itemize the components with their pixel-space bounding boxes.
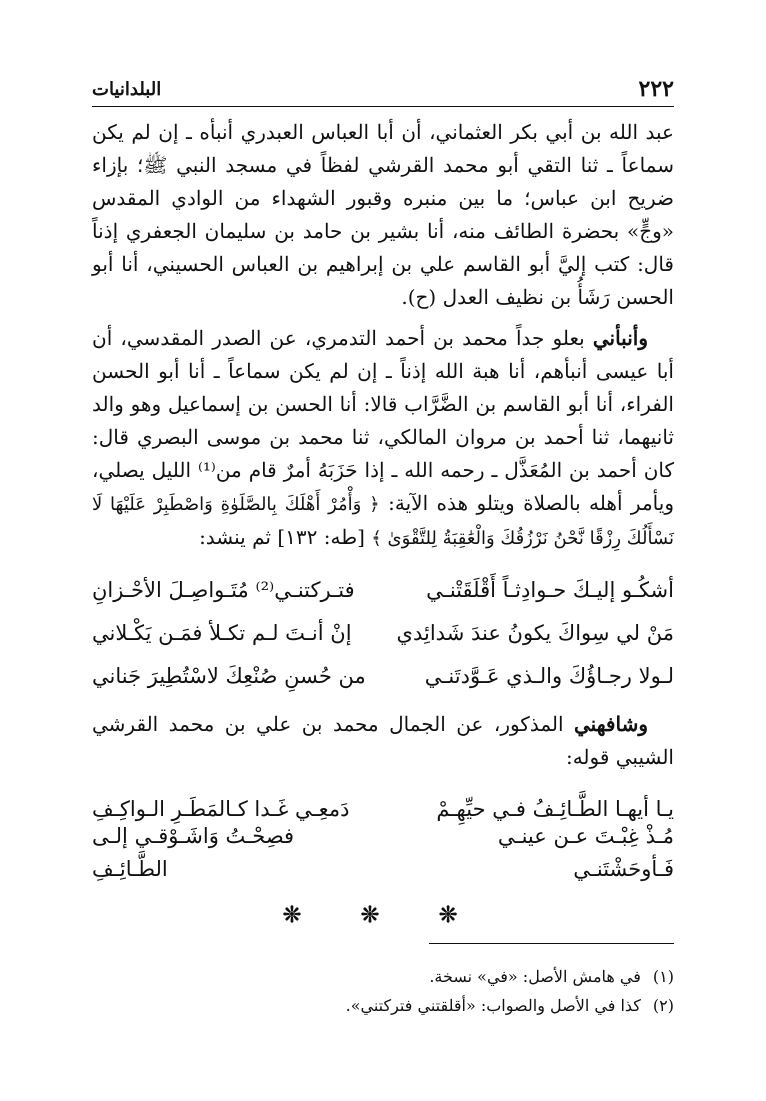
- verse-line: [92, 612, 674, 655]
- verse-first-hemistich: يـا أيهـا الطَّـائِـفُ فـي حيِّهِـمْ: [436, 797, 674, 821]
- footnote: [92, 991, 674, 1020]
- quran-verse: ﴿ وَأْمُرْ أَهْلَكَ بِالصَّلَوٰةِ وَاصْطَبِرْ عَلَيْهَا لَا نَسْأَلُكَ رِزْقًا نَّحْنُ نَرْزُقُكَ وَالْعَٰقِبَةُ لِلتَّقْوَىٰ ﴾: [92, 494, 674, 549]
- section-separator: ❊ ❊ ❊: [282, 902, 484, 928]
- verse-second-hemistich: دَمعِـي غَـدا كـالمَطَـرِ الـواكِـفِ: [92, 797, 350, 821]
- footnote-number: (١): [652, 967, 674, 986]
- footnote-text: كذا في الأصل والصواب: «أقلقتني فتركتني».: [345, 996, 641, 1015]
- poem-1: [92, 569, 674, 698]
- verse-first-hemistich: مُـذْ غِبْـتَ عـن عينـي فَـأوحَشْتَنـي: [497, 823, 674, 881]
- verse-second-hemistich: من حُسنِ صُنْعِكَ لاسْتُطِيرَ جَناني: [92, 664, 366, 688]
- running-title: البلدانيات: [92, 79, 162, 100]
- main-text: [92, 116, 674, 884]
- footnote-divider: [429, 943, 674, 944]
- paragraph-2-text: بعلو جداً محمد بن أحمد التدمري، عن الصدر المقدسي، أن أبا عيسى أنبأهم، أنا هبة الله إذناً ـ إن لم يكن سماعاً ـ أنا أبو الحسن الفراء، أنا أبو القاسم بن الضَّرَّاب قالا: أنا الحسن بن إسماعيل وهو والد ثانيهما، ثنا أحمد بن مروان المالكي، ثنا محمد بن موسى البصري قال: كان أحمد بن المُعَذَّل ـ رحمه الله ـ إذا حَزَبَهُ أمرٌ قام من⁽¹⁾ الليل يصلي، ويأمر أهله بالصلاة ويتلو هذه الآية:: [92, 326, 674, 515]
- page-number: ٢٢٢: [638, 76, 674, 102]
- verse-line: [92, 569, 674, 612]
- footnote-number: (٢): [652, 996, 674, 1015]
- quran-reference: [طه: ١٣٢] ثم ينشد:: [199, 525, 372, 549]
- footnote: [92, 962, 674, 991]
- paragraph-3-text: المذكور، عن الجمال محمد بن علي بن محمد القرشي الشيبي قوله:: [92, 712, 674, 769]
- verse-second-hemistich: فتـركتنـي⁽²⁾ مُتَـواصِـلَ الأحْـزانِ: [92, 578, 355, 602]
- page-header: [92, 70, 674, 107]
- footnotes: [92, 962, 674, 1020]
- paragraph-3: [92, 708, 674, 774]
- paragraph-1-text: عبد الله بن أبي بكر العثماني، أن أبا العباس العبدري أنبأه ـ إن لم يكن سماعاً ـ ثنا التقي أبو محمد القرشي لفظاً في مسجد النبي ﷺ؛ بإزاء ضريح ابن عباس؛ ما بين منبره وقبور الشهداء من الوادي المقدس «وجٍّ» بحضرة الطائف منه، أنا بشير بن حامد بن سليمان الجعفري إذناً قال: كتب إليَّ أبو القاسم علي بن إبراهيم بن العباس الحسيني، أنا أبو الحسن رَشَأُ بن نظيف العدل (ح).: [92, 120, 674, 309]
- paragraph-1: [92, 116, 674, 314]
- verse-first-hemistich: أشكُـو إليـكَ حـوادِثـاً أَقْلَقَتْنـي: [426, 578, 674, 602]
- verse-first-hemistich: لـولا رجـاؤُكَ والـذي عَـوَّدتَنـي: [424, 664, 674, 688]
- poem-2: [92, 788, 674, 881]
- verse-second-hemistich: فصِحْـتُ وَاشَـوْقـي إلـى الطَّـائِـفِ: [92, 823, 295, 881]
- verse-line: [92, 655, 674, 698]
- paragraph-2-lead: وأنبأني: [592, 326, 648, 350]
- verse-second-hemistich: إنْ أنـتَ لـم تكـلأ فمَـن يَكْـلاني: [92, 621, 352, 645]
- paragraph-3-lead: وشافهني: [574, 712, 648, 736]
- paragraph-2: [92, 322, 674, 555]
- verse-first-hemistich: مَنْ لي سِواكَ يكونُ عندَ شَدائِدي: [396, 621, 674, 645]
- footnote-text: في هامش الأصل: «في» نسخة.: [429, 967, 641, 986]
- verse-line: [92, 823, 674, 881]
